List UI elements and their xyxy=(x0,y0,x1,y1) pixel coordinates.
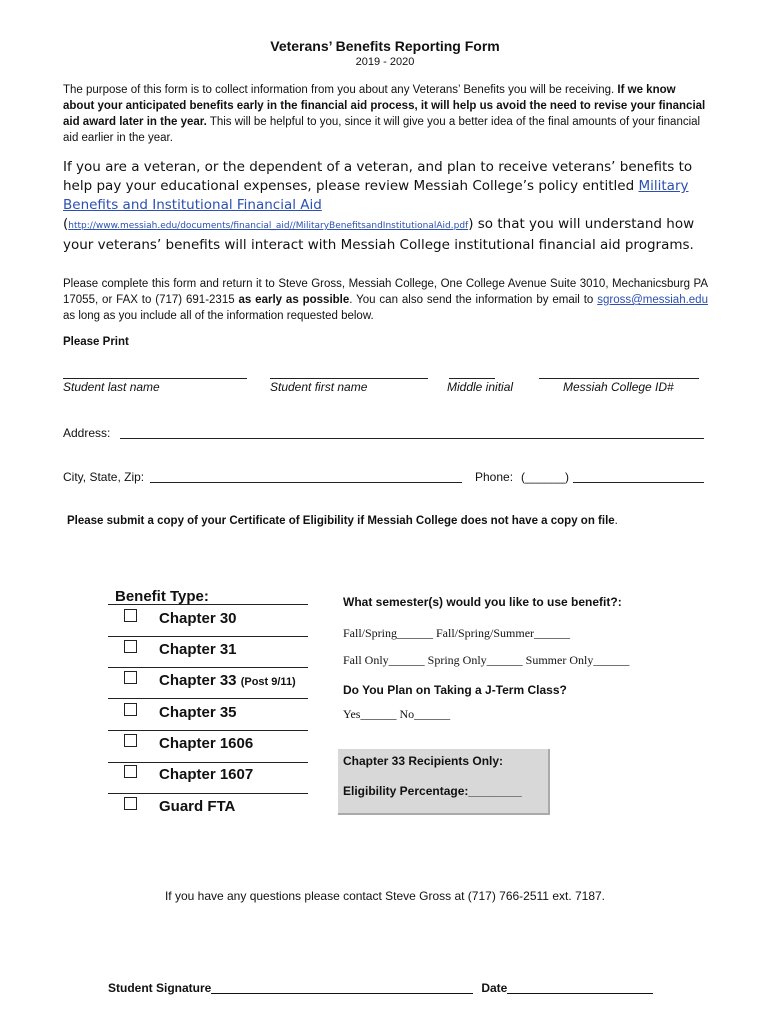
rule xyxy=(108,604,308,605)
benefit-option[interactable] xyxy=(124,765,253,783)
submit-note-period: . xyxy=(614,515,618,527)
rule xyxy=(108,762,308,763)
contact-note: If you have any questions please contact Steve Gross at (717) 766-2511 ext. 7187. xyxy=(164,889,606,903)
benefit-option[interactable] xyxy=(124,797,235,815)
chapter-33-box xyxy=(338,749,550,815)
chapter-33-note: (Post 9/11) xyxy=(240,676,296,688)
instructions-text-3: as long as you include all of the information requested below. xyxy=(63,310,374,322)
signature-row xyxy=(108,981,653,995)
address-label: Address: xyxy=(63,426,111,440)
rule xyxy=(108,730,308,731)
submit-note-text: Please submit a copy of your Certificate of Eligibility if Messiah College does not have a copy on file xyxy=(67,515,615,527)
middle-initial-label: Middle initial xyxy=(447,380,514,394)
option-label: Chapter 30 xyxy=(159,610,237,627)
instructions-paragraph xyxy=(63,276,708,324)
checkbox[interactable] xyxy=(124,765,137,778)
city-field[interactable] xyxy=(150,482,462,483)
intro-bold-text: If we know about your anticipated benefits early in the financial aid process, it will help us avoid the need to revise your financial aid award later in the year. xyxy=(63,84,706,128)
jterm-answer[interactable]: Yes______ No______ xyxy=(343,707,451,721)
intro-text: The purpose of this form is to collect information from you about any Veterans’ Benefits you will be receiving. xyxy=(63,84,615,96)
phone-area-code: (______) xyxy=(521,470,570,484)
intro-text-end: This will be helpful to you, since it will give you a better idea of the final amounts of your financial aid earlier in the year. xyxy=(63,116,701,144)
checkbox[interactable] xyxy=(124,797,137,810)
intro-paragraph xyxy=(63,82,708,146)
id-label: Messiah College ID# xyxy=(563,380,674,394)
option-label: Chapter 1606 xyxy=(159,735,254,752)
option-label: Chapter 33 xyxy=(159,672,237,689)
policy-paren-open: ( xyxy=(63,216,69,232)
middle-initial-field[interactable] xyxy=(449,378,495,379)
instructions-text: Please complete this form and return it to Steve Gross, Messiah College, One College Avenue Suite 3010, Mechanicsburg PA 17055, or FAX to (717) 691-2315 xyxy=(63,278,708,306)
instructions-bold: as early as possible xyxy=(238,294,350,306)
option-label: Guard FTA xyxy=(159,798,236,815)
benefit-option[interactable] xyxy=(124,703,237,721)
rule xyxy=(108,793,308,794)
form-title: Veterans’ Benefits Reporting Form xyxy=(270,38,500,54)
phone-field[interactable] xyxy=(573,482,704,483)
checkbox[interactable] xyxy=(124,734,137,747)
signature-field[interactable] xyxy=(211,993,473,994)
signature-label: Student Signature xyxy=(108,981,212,995)
email-link[interactable]: sgross@messiah.edu xyxy=(597,294,708,306)
submit-note xyxy=(67,515,618,527)
benefit-type-heading: Benefit Type: xyxy=(115,588,209,605)
jterm-question: Do You Plan on Taking a J-Term Class? xyxy=(343,683,567,697)
benefit-option[interactable] xyxy=(124,734,253,752)
id-field[interactable] xyxy=(539,378,699,379)
eligibility-percentage-field[interactable]: Eligibility Percentage:________ xyxy=(343,784,522,798)
checkbox[interactable] xyxy=(124,703,137,716)
semester-options-row2[interactable]: Fall Only______ Spring Only______ Summer Only______ xyxy=(343,653,630,667)
semester-options-row1[interactable]: Fall/Spring______ Fall/Spring/Summer______ xyxy=(343,626,571,640)
date-label: Date xyxy=(481,981,508,995)
checkbox[interactable] xyxy=(124,671,137,684)
policy-paragraph xyxy=(63,158,708,255)
instructions-text-2: . You can also send the information by email to xyxy=(349,294,594,306)
first-name-field[interactable] xyxy=(270,378,428,379)
last-name-label: Student last name xyxy=(63,380,160,394)
checkbox[interactable] xyxy=(124,609,137,622)
rule xyxy=(108,636,308,637)
city-label: City, State, Zip: xyxy=(63,470,145,484)
policy-text-end: ) so that you will understand how your veterans’ benefits will interact with Messiah College institutional financial aid programs. xyxy=(63,216,695,253)
chapter-33-box-title: Chapter 33 Recipients Only: xyxy=(343,754,504,768)
policy-text: If you are a veteran, or the dependent of a veteran, and plan to receive veterans’ benefits to help pay your educational expenses, please review Messiah College’s policy entitled xyxy=(63,159,693,194)
benefit-option[interactable] xyxy=(124,671,296,689)
benefit-option[interactable] xyxy=(124,640,237,658)
option-label: Chapter 1607 xyxy=(159,766,254,783)
address-field[interactable] xyxy=(120,438,704,439)
option-label: Chapter 31 xyxy=(159,641,237,658)
rule xyxy=(108,667,308,668)
checkbox[interactable] xyxy=(124,640,137,653)
rule xyxy=(108,698,308,699)
last-name-field[interactable] xyxy=(63,378,247,379)
first-name-label: Student first name xyxy=(270,380,368,394)
policy-link[interactable]: Military Benefits and Institutional Financial Aid xyxy=(63,178,689,213)
form-year: 2019 - 2020 xyxy=(355,56,415,68)
phone-label: Phone: xyxy=(475,470,514,484)
please-print-label: Please Print xyxy=(63,336,129,348)
policy-url-link[interactable]: http://www.messiah.edu/documents/financial_aid//MilitaryBenefitsandInstitutionalAid.pdf xyxy=(68,221,469,231)
date-field[interactable] xyxy=(507,993,653,994)
option-label: Chapter 35 xyxy=(159,704,237,721)
benefit-option[interactable] xyxy=(124,609,237,627)
semester-question: What semester(s) would you like to use benefit?: xyxy=(343,595,622,609)
